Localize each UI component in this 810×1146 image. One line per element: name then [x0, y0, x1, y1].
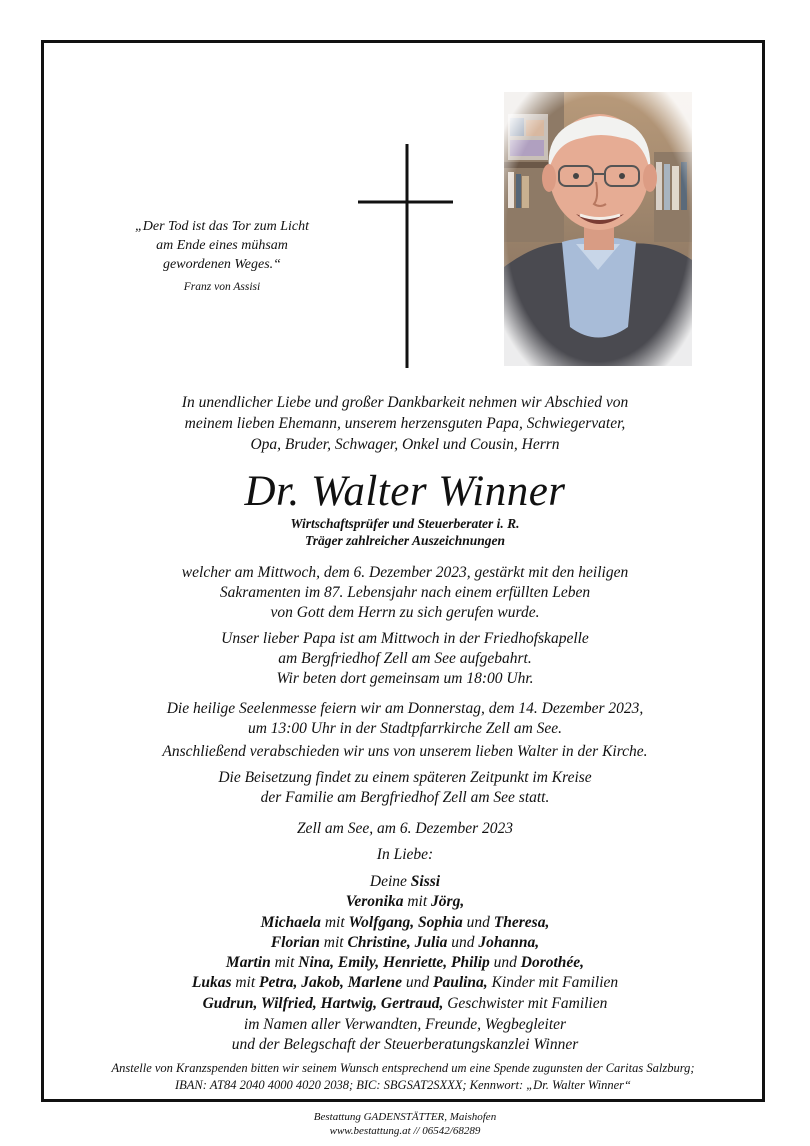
family-line: Michaela mit Wolfgang, Sophia und Theresa,	[260, 913, 550, 931]
family-line: Martin mit Nina, Emily, Henriette, Philip und Dorothée,	[225, 954, 585, 972]
burial-line: Die Beisetzung findet zu einem späteren Zeitpunkt im Kreise	[218, 769, 592, 786]
viewing-info	[90, 629, 720, 689]
deceased-titles	[0, 515, 810, 549]
mass-info	[90, 699, 720, 762]
undertaker-footer	[0, 1110, 810, 1138]
death-notice-line: von Gott dem Herrn zu sich gerufen wurde.	[270, 604, 540, 621]
death-notice-line: Sakramenten im 87. Lebensjahr nach einem erfüllten Leben	[219, 584, 591, 601]
quote-line: am Ende eines mühsam	[156, 238, 288, 253]
viewing-line: am Bergfriedhof Zell am See aufgebahrt.	[278, 650, 532, 667]
closing-line: im Namen aller Verwandten, Freunde, Wegbegleiter	[243, 1016, 567, 1033]
deceased-title: Wirtschaftsprüfer und Steuerberater i. R.	[290, 516, 520, 531]
intro-text	[100, 392, 710, 455]
viewing-line: Wir beten dort gemeinsam um 18:00 Uhr.	[276, 670, 534, 687]
burial-line: der Familie am Bergfriedhof Zell am See statt.	[260, 789, 550, 806]
in-love-label: In Liebe:	[376, 846, 434, 863]
donation-note	[50, 1060, 756, 1094]
intro-line: Opa, Bruder, Schwager, Onkel und Cousin, Herrn	[250, 436, 560, 453]
closing-line: und der Belegschaft der Steuerberatungskanzlei Winner	[231, 1036, 579, 1053]
undertaker-name: Bestattung GADENSTÄTTER, Maishofen	[313, 1111, 497, 1123]
mass-line: um 13:00 Uhr in der Stadtpfarrkirche Zell am See.	[247, 720, 563, 737]
mass-line: Anschließend verabschieden wir uns von unserem lieben Walter in der Kirche.	[162, 743, 648, 760]
donation-line: Anstelle von Kranzspenden bitten wir seinem Wunsch entsprechend um eine Spende zugunsten der Caritas Salzburg;	[111, 1061, 695, 1075]
family-line: Veronika mit Jörg,	[345, 893, 465, 911]
mass-line: Die heilige Seelenmesse feiern wir am Donnerstag, dem 14. Dezember 2023,	[166, 700, 644, 717]
place-date: Zell am See, am 6. Dezember 2023	[296, 820, 514, 837]
family-line: Gudrun, Wilfried, Hartwig, Gertraud, Geschwister mit Familien	[202, 994, 608, 1012]
family-line: Deine Sissi	[369, 873, 441, 890]
quote-author: Franz von Assisi	[183, 281, 261, 293]
intro-line: meinem lieben Ehemann, unserem herzensguten Papa, Schwiegervater,	[184, 415, 626, 432]
intro-line: In unendlicher Liebe und großer Dankbarkeit nehmen wir Abschied von	[181, 394, 629, 411]
viewing-line: Unser lieber Papa ist am Mittwoch in der Friedhofskapelle	[221, 630, 589, 647]
portrait-photo	[504, 92, 692, 366]
donation-line: IBAN: AT84 2040 4000 4020 2038; BIC: SBGSAT2SXXX; Kennwort: „Dr. Walter Winner“	[174, 1078, 631, 1092]
quote-line: gewordenen Weges.“	[163, 257, 281, 272]
deceased-name: Dr. Walter Winner	[244, 468, 566, 515]
closing-text	[90, 1015, 720, 1055]
death-notice-line: welcher am Mittwoch, dem 6. Dezember 2023, gestärkt mit den heiligen	[181, 564, 629, 581]
family-line: Lukas mit Petra, Jakob, Marlene und Paulina, Kinder mit Familien	[191, 974, 619, 992]
cross-icon	[355, 142, 455, 370]
quote-line: „Der Tod ist das Tor zum Licht	[134, 219, 310, 234]
quote-block	[112, 217, 332, 297]
death-notice	[90, 563, 720, 623]
family-line: Florian mit Christine, Julia und Johanna,	[270, 933, 540, 951]
deceased-title: Träger zahlreicher Auszeichnungen	[304, 533, 506, 548]
undertaker-contact: www.bestattung.at // 06542/68289	[329, 1125, 481, 1137]
family-list	[90, 872, 720, 1014]
burial-info	[90, 768, 720, 808]
